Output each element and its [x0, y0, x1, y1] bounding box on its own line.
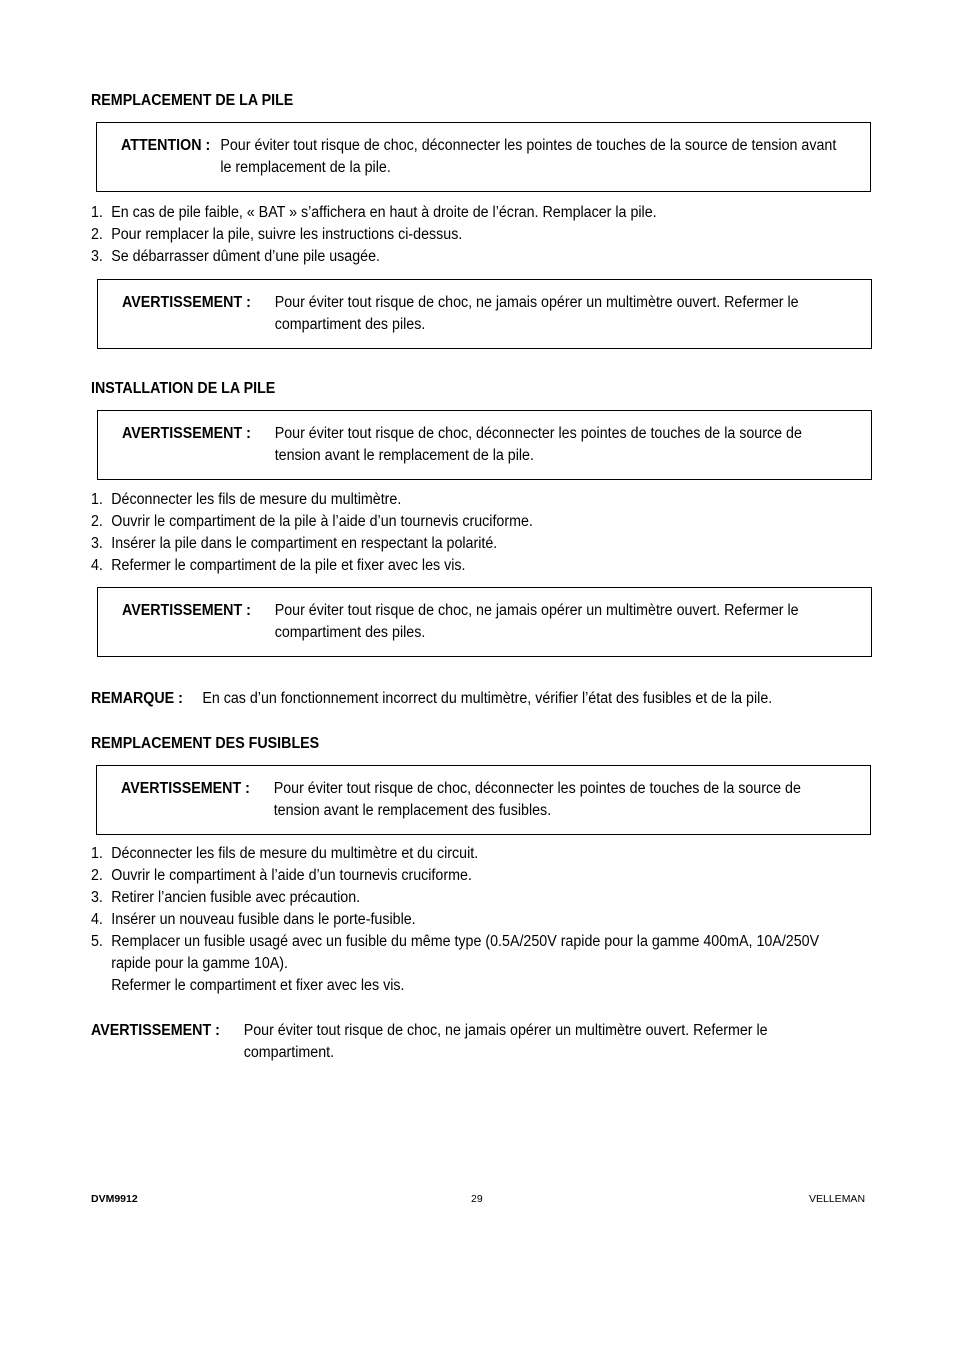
- section-title-battery-replacement: REMPLACEMENT DE LA PILE: [91, 92, 294, 109]
- footer-brand: VELLEMAN: [809, 1193, 866, 1205]
- warning-label: AVERTISSEMENT :: [91, 1022, 220, 1039]
- warning-box: [96, 765, 871, 835]
- note-text: En cas d’un fonctionnement incorrect du multimètre, vérifier l’état des fusibles et de la pile.: [202, 690, 773, 707]
- list-item: 3. Se débarrasser dûment d’une pile usagée.: [91, 248, 380, 265]
- battery-replacement-steps: [91, 202, 882, 268]
- footer-page-number: 29: [471, 1193, 483, 1205]
- warning-text: Pour éviter tout risque de choc, déconnecter les pointes de touches de la source de tension avant le remplacement des fusibles.: [273, 780, 801, 819]
- list-item: 1. Déconnecter les fils de mesure du multimètre et du circuit.: [91, 845, 479, 862]
- warning-label: AVERTISSEMENT :: [122, 294, 251, 311]
- list-item: 2. Ouvrir le compartiment de la pile à l’aide d’un tournevis cruciforme.: [91, 513, 533, 530]
- footer-model: DVM9912: [91, 1193, 138, 1205]
- note: [91, 688, 882, 710]
- battery-installation-steps: [91, 489, 882, 577]
- list-item: 2. Ouvrir le compartiment à l’aide d’un tournevis cruciforme.: [91, 867, 472, 884]
- fuse-replacement-steps: [91, 843, 822, 997]
- list-item: 4. Refermer le compartiment de la pile et fixer avec les vis.: [91, 557, 466, 574]
- attention-label: ATTENTION :: [121, 137, 211, 154]
- section-title-battery-installation: INSTALLATION DE LA PILE: [91, 380, 276, 397]
- list-item: 1. Déconnecter les fils de mesure du multimètre.: [91, 491, 402, 508]
- warning-text: Pour éviter tout risque de choc, ne jamais opérer un multimètre ouvert. Refermer le compartiment.: [243, 1022, 768, 1061]
- list-item: 1. En cas de pile faible, « BAT » s’affichera en haut à droite de l’écran. Remplacer la pile.: [91, 204, 657, 221]
- warning-box: [97, 279, 872, 349]
- warning-label: AVERTISSEMENT :: [121, 780, 250, 797]
- warning-box: [97, 410, 872, 480]
- list-item: 4. Insérer un nouveau fusible dans le porte-fusible.: [91, 911, 416, 928]
- final-warning: [91, 1020, 836, 1064]
- section-title-fuse-replacement: REMPLACEMENT DES FUSIBLES: [91, 735, 320, 752]
- attention-text: Pour éviter tout risque de choc, déconnecter les pointes de touches de la source de tension avant le remplacement de la pile.: [220, 137, 837, 176]
- warning-text: Pour éviter tout risque de choc, ne jamais opérer un multimètre ouvert. Refermer le compartiment des piles.: [274, 294, 799, 333]
- note-label: REMARQUE :: [91, 690, 183, 707]
- list-item: 3. Insérer la pile dans le compartiment en respectant la polarité.: [91, 535, 498, 552]
- attention-box: [96, 122, 871, 192]
- list-item: 3. Retirer l’ancien fusible avec précaution.: [91, 889, 361, 906]
- warning-text: Pour éviter tout risque de choc, déconnecter les pointes de touches de la source de tension avant le remplacement de la pile.: [274, 425, 802, 464]
- warning-box: [97, 587, 872, 657]
- warning-label: AVERTISSEMENT :: [122, 425, 251, 442]
- list-item: 2. Pour remplacer la pile, suivre les instructions ci-dessus.: [91, 226, 463, 243]
- warning-text: Pour éviter tout risque de choc, ne jamais opérer un multimètre ouvert. Refermer le compartiment des piles.: [274, 602, 799, 641]
- warning-label: AVERTISSEMENT :: [122, 602, 251, 619]
- list-item: 5. Remplacer un fusible usagé avec un fusible du même type (0.5A/250V rapide pour la gamme 400mA, 10A/250V rapide pour la gamme 10A). Refermer le compartiment et fixer avec les vis.: [91, 933, 820, 994]
